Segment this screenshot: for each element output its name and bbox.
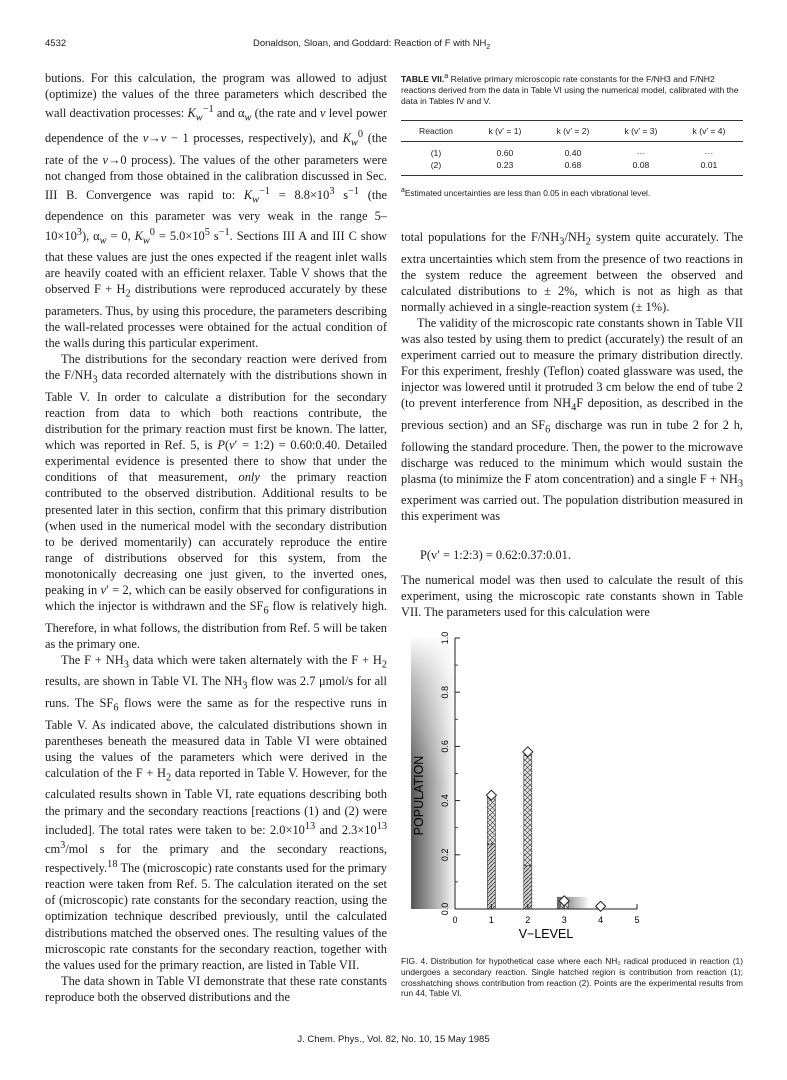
- data-point-diamond: [596, 901, 606, 911]
- y-tick-label: 1.0: [440, 631, 450, 645]
- figure-4-chart: [405, 620, 665, 945]
- table-header-row: [401, 121, 743, 142]
- x-axis-label: V−LEVEL: [518, 927, 574, 941]
- x-tick-label: 3: [561, 915, 567, 925]
- bar-reaction-1: [487, 844, 495, 909]
- y-tick-label: 0.4: [440, 794, 450, 807]
- table-title: Relative primary microscopic rate constants for the F/NH3 and F/NH2 reactions derived from the data in Table VI using the numerical model, calibrated with the data in Tables IV and V.: [401, 73, 739, 106]
- running-title-text: Donaldson, Sloan, and Goddard: Reaction of F with NH: [253, 38, 487, 49]
- x-tick-label: 0: [452, 915, 458, 925]
- page-number: 4532: [45, 38, 67, 49]
- table-cell: 0.23: [471, 159, 539, 176]
- x-tick-label: 4: [598, 915, 604, 925]
- table-cell: 0.60: [496, 148, 514, 158]
- table-cell: (1): [430, 148, 442, 158]
- table-header-cell: Reaction: [401, 121, 471, 142]
- x-tick-label: 1: [488, 915, 494, 925]
- figure-caption: FIG. 4. Distribution for hypothetical case where each NH₂ radical produced in reaction (1) undergoes a secondary reaction. Single hatched region is contribution from reaction (1); crosshatching shows contribution from reaction (2). Points are the experimental results from run 44, Table VI.: [401, 956, 743, 999]
- page-footer: J. Chem. Phys., Vol. 82, No. 10, 15 May 1985: [297, 1034, 490, 1045]
- right-column-continued: The numerical model was then used to calculate the result of this experiment, using the microscopic rate constants shown in Table VII. The parameters used for this calculation were: [401, 573, 743, 620]
- right-column: total populations for the $F/NH_3/NH_2$ system quite accurately. The extra uncertainties which stem from the presence of two reactions in the system reduce the agreement between the observed and calculated distributions to ± 2%, which is not as high as that normally achieved in a single-reaction system (± 1%). The validity of the microscopic rate constants shown in Table VII was also tested by using them to predict (accurately) the result of an experiment carried out to measure the primary distribution directly. For this experiment, freshly (Teflon) coated glassware was used, the injector was lowered until it protruded 3 cm below the end of tube 2 (to prevent interference from $NH_4F$ deposition, as described in the previous section) and an $SF_6$ discharge was run in tube 2 for 2 h, following the standard procedure. Then, the power to the microwave discharge was reduced to the minimum which would sustain the plasma (to minimize the F atom concentration) and a single $F + NH_3$ experiment was carried out. The population distribution measured in this experiment was: [401, 230, 743, 524]
- table-footnote: $^a$Estimated uncertainties are less than 0.05 in each vibrational level.: [401, 187, 651, 198]
- y-tick-label: 0.2: [440, 848, 450, 862]
- table-row: [401, 142, 743, 160]
- table-cell: 0.68: [539, 159, 607, 176]
- table-cell: ···: [704, 148, 714, 158]
- bar-reaction-1: [524, 866, 532, 909]
- y-axis-label: POPULATION: [412, 755, 426, 836]
- table-header-cell: k (v′ = 2): [539, 121, 607, 142]
- running-title: [253, 38, 490, 51]
- table-caption: TABLE VII.$^a$ Relative primary microscopic rate constants for the F/NH3 and F/NH2 reactions derived from the data in Table VI using the numerical model, calibrated with the data in Tables IV and V.: [401, 72, 739, 106]
- y-tick-label: 0.6: [440, 740, 450, 753]
- table-cell: 0.40: [564, 148, 582, 158]
- y-tick-label: 0.0: [440, 902, 450, 916]
- table-header-cell: k (v′ = 1): [471, 121, 539, 142]
- x-tick-label: 5: [634, 915, 640, 925]
- table-cell: (2): [401, 159, 471, 176]
- table-cell: ···: [636, 148, 646, 158]
- rate-constants-table: [401, 120, 743, 176]
- shaded-background: [411, 631, 590, 909]
- table-header-cell: k (v′ = 3): [607, 121, 675, 142]
- left-column: butions. For this calculation, the program was allowed to adjust (optimize) the values of the three parameters which described the wall deactivation processes: $K_w^{-1}$ and $\alpha_w$ (the rate and v level power dependence of the v→v − 1 processes, respectively), and $K_w^0$ (the rate of the v→0 process). The values of the other parameters were not changed from those obtained in the calibration discussed in Sec. III B. Convergence was rapid to: $K_w^{-1} = 8.8\times 10^3$ $s^{-1}$ (the dependence on this parameter was very weak in the range $5-10\times 10^3$), $\alpha_w = 0$, $K_w^0 = 5.0\times 10^5$ $s^{-1}$. Sections III A and III C show that these values are just the ones expected if the reagent inlet walls are heavily coated with an efficient relaxer. Table V shows that the observed $F + H_2$ distributions were reproduced accurately by these parameters. Thus, by using this procedure, the parameters describing the wall-related processes were obtained for the actual condition of the walls during this particular experiment. The distributions for the secondary reaction were derived from the $F/NH_3$ data recorded alternately with the distributions shown in Table V. In order to calculate a distribution for the secondary reaction from data to which both reactions contribute, the distribution for the primary reaction must first be known. The latter, which was reported in Ref. 5, is P(v′ = 1:2) = 0.60:0.40. Detailed experimental evidence is presented there to show that under the conditions of that measurement, only the primary reaction contributed to the observed distribution. Additional results to be presented later in this section, confirm that this primary distribution (when used in the numerical model with the secondary distribution to be derived momentarily) can accurately reproduce the entire range of distributions observed for this system, from the monotonically decreasing one just given, to the inverted ones, peaking in v′ = 2, which can be easily observed for configurations in which the injector is withdrawn and the $SF_6$ flow is relatively high. Therefore, in what follows, the distribution from Ref. 5 will be taken as the primary one. The $F + NH_3$ data which were taken alternately with the $F + H_2$ results, are shown in Table VI. The $NH_3$ flow was 2.7 μmol/s for all runs. The $SF_6$ flows were the same as for the respective runs in Table V. As indicated above, the calculated distributions shown in parentheses beneath the measured data in Table VI were obtained using the values of the parameters which were derived in the calculation of the $F + H_2$ data reported in Table V. However, for the calculated results shown in Table VI, rate equations describing both the primary and the secondary reactions [reactions (1) and (2) were included]. The total rates were taken to be: $2.0\times 10^{13}$ and $2.3\times 10^{13}$ $cm^3$/mol s for the primary and the secondary reactions, respectively.$^{18}$ The (microscopic) rate constants used for the primary reaction were taken from Ref. 5. The calculation iterated on the set of (microscopic) rate constants for the secondary reaction, using the optimization technique described previously, until the calculated distributions matched the observed ones. The resulting values of the microscopic rate constants for the secondary reaction, together with the values used for the primary reaction, are listed in Table VII. The data shown in Table VI demonstrate that these rate constants reproduce both the observed distributions and the: [45, 71, 388, 1004]
- experimental-points: [486, 747, 605, 911]
- bar-reaction-2: [487, 795, 495, 844]
- y-tick-label: 0.8: [440, 685, 450, 699]
- table-cell: 0.01: [675, 159, 743, 176]
- table-label: TABLE VII.: [401, 73, 445, 84]
- table-row: [401, 159, 743, 176]
- table-header-cell: k (v′ = 4): [675, 121, 743, 142]
- bars: [487, 755, 568, 909]
- running-title-subscript: 2: [486, 43, 491, 51]
- x-tick-label: 2: [525, 915, 531, 925]
- table-footnote-text: Estimated uncertainties are less than 0.05 in each vibrational level.: [404, 187, 651, 198]
- equation: P(v′ = 1:2:3) = 0.62:0.37:0.01.: [420, 548, 571, 562]
- bar-reaction-2: [524, 755, 532, 866]
- table-cell: 0.08: [607, 159, 675, 176]
